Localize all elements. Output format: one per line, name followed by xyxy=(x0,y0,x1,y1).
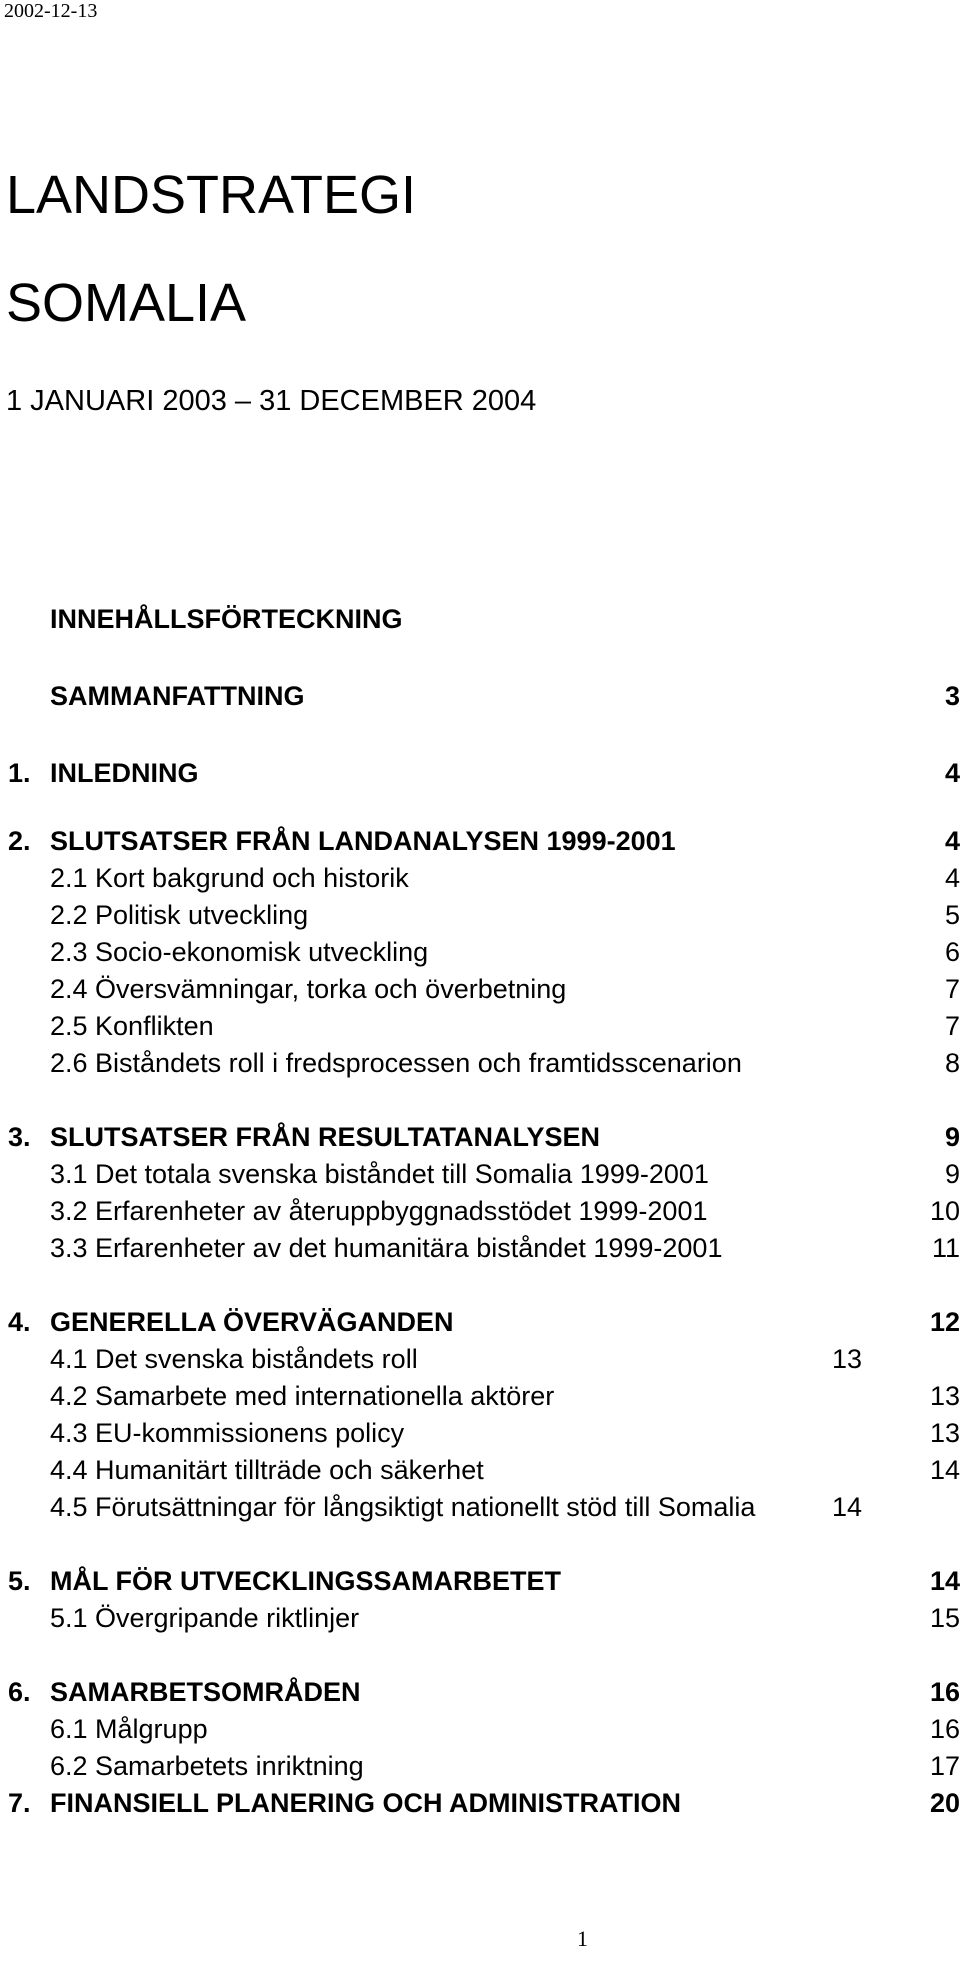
toc-entry[interactable] xyxy=(0,1341,960,1377)
toc-entry-title: SAMMANFATTNING xyxy=(50,681,305,711)
toc-entry[interactable] xyxy=(0,1748,960,1784)
toc-entry[interactable] xyxy=(0,1489,960,1525)
toc-entry-page: 20 xyxy=(929,1788,960,1818)
toc-entry[interactable] xyxy=(0,1563,960,1599)
title-line-1: LANDSTRATEGI xyxy=(6,165,417,225)
toc-entry-page: 6 xyxy=(944,937,960,967)
toc-entry-page: 4 xyxy=(944,758,960,788)
toc-entry-title: 4.4 Humanitärt tillträde och säkerhet xyxy=(50,1455,484,1485)
toc-entry-title: 4.5 Förutsättningar för långsiktigt nationellt stöd till Somalia xyxy=(50,1492,756,1522)
toc-entry[interactable] xyxy=(0,1785,960,1821)
toc-entry-title: 3.2 Erfarenheter av återuppbyggnadsstödet 1999-2001 xyxy=(50,1196,708,1226)
toc-entry-page: 4 xyxy=(944,826,960,856)
toc-entry-title: 3.3 Erfarenheter av det humanitära biståndet 1999-2001 xyxy=(50,1233,723,1263)
toc-entry[interactable] xyxy=(0,1674,960,1710)
toc-entry-title: 2.4 Översvämningar, torka och överbetning xyxy=(50,974,567,1004)
toc-entry-number: 6. xyxy=(8,1677,31,1707)
toc-entry-title: 2.6 Biståndets roll i fredsprocessen och framtidsscenarion xyxy=(50,1048,742,1078)
toc-entry-page: 9 xyxy=(944,1159,960,1189)
toc-entry[interactable] xyxy=(0,1156,960,1192)
toc-entry[interactable] xyxy=(0,1304,960,1340)
toc-entry-number: 7. xyxy=(8,1788,31,1818)
toc-entry[interactable] xyxy=(0,1119,960,1155)
toc-entry-title: 2.3 Socio-ekonomisk utveckling xyxy=(50,937,429,967)
toc-entry-title: 4.3 EU-kommissionens policy xyxy=(50,1418,405,1448)
toc-entry-page: 8 xyxy=(944,1048,960,1078)
toc-entry-page: 7 xyxy=(944,1011,960,1041)
toc-entry-page: 17 xyxy=(929,1751,960,1781)
toc-entry-title: GENERELLA ÖVERVÄGANDEN xyxy=(50,1307,454,1337)
toc-entry[interactable] xyxy=(0,1415,960,1451)
toc-entry-title: 4.2 Samarbete med internationella aktörer xyxy=(50,1381,555,1411)
toc-entry-title: 6.1 Målgrupp xyxy=(50,1714,208,1744)
toc-entry-title: 3.1 Det totala svenska biståndet till Somalia 1999-2001 xyxy=(50,1159,709,1189)
toc-entry-title: 6.2 Samarbetets inriktning xyxy=(50,1751,364,1781)
toc-entry-page: 13 xyxy=(929,1381,960,1411)
toc-entry[interactable] xyxy=(0,823,960,859)
document-date: 2002-12-13 xyxy=(4,0,98,22)
toc-entry-title: 4.1 Det svenska biståndets roll xyxy=(50,1344,418,1374)
toc-entry[interactable] xyxy=(0,971,960,1007)
toc-entry[interactable] xyxy=(0,897,960,933)
strategy-period: 1 JANUARI 2003 – 31 DECEMBER 2004 xyxy=(6,385,537,417)
toc-entry[interactable] xyxy=(0,755,960,791)
toc-entry-title: SAMARBETSOMRÅDEN xyxy=(50,1677,361,1707)
toc-entry-page: 5 xyxy=(944,900,960,930)
toc-entry[interactable] xyxy=(0,1045,960,1081)
toc-entry-number: 2. xyxy=(8,826,31,856)
toc-entry-page: 4 xyxy=(944,863,960,893)
toc-entry-page: 16 xyxy=(929,1714,960,1744)
toc-entry-title: SLUTSATSER FRÅN RESULTATANALYSEN xyxy=(50,1122,601,1152)
toc-entry-title: 2.5 Konflikten xyxy=(50,1011,214,1041)
toc-entry-title: FINANSIELL PLANERING OCH ADMINISTRATION xyxy=(50,1788,681,1818)
toc-entry-title: 5.1 Övergripande riktlinjer xyxy=(50,1603,360,1633)
toc-entry-page: 11 xyxy=(931,1233,960,1263)
toc-entry[interactable] xyxy=(0,1711,960,1747)
toc-entry-title: 2.1 Kort bakgrund och historik xyxy=(50,863,409,893)
toc-entry-page: 13 xyxy=(832,1344,863,1374)
toc-entry-number: 3. xyxy=(8,1122,31,1152)
toc-entry-page: 3 xyxy=(944,681,960,711)
toc-entry-page: 14 xyxy=(832,1492,863,1522)
toc-entry[interactable] xyxy=(0,1600,960,1636)
toc-entry[interactable] xyxy=(0,678,960,714)
toc-entry[interactable] xyxy=(0,1378,960,1414)
toc-heading: INNEHÅLLSFÖRTECKNING xyxy=(50,604,403,634)
toc-entry-page: 16 xyxy=(929,1677,960,1707)
toc-entry[interactable] xyxy=(0,860,960,896)
toc-entry[interactable] xyxy=(0,1193,960,1229)
toc-entry[interactable] xyxy=(0,1008,960,1044)
toc-entry[interactable] xyxy=(0,1230,960,1266)
toc-entry[interactable] xyxy=(0,1452,960,1488)
toc-entry-number: 1. xyxy=(8,758,31,788)
toc-entry-page: 7 xyxy=(944,974,960,1004)
toc-entry-page: 12 xyxy=(929,1307,960,1337)
toc-entry-title: INLEDNING xyxy=(50,758,199,788)
page-number: 1 xyxy=(577,1926,588,1951)
toc-entry-number: 5. xyxy=(8,1566,31,1596)
title-line-2: SOMALIA xyxy=(6,273,247,333)
toc-entry[interactable] xyxy=(0,934,960,970)
toc-entry-number: 4. xyxy=(8,1307,31,1337)
toc-entry-title: SLUTSATSER FRÅN LANDANALYSEN 1999-2001 xyxy=(50,826,676,856)
toc-entry-page: 14 xyxy=(929,1566,960,1596)
toc-entry-page: 9 xyxy=(944,1122,960,1152)
toc-entry-title: 2.2 Politisk utveckling xyxy=(50,900,309,930)
toc-entry-page: 15 xyxy=(929,1603,960,1633)
toc-entry-page: 13 xyxy=(929,1418,960,1448)
toc-entry-page: 14 xyxy=(929,1455,960,1485)
toc-entry-title: MÅL FÖR UTVECKLINGSSAMARBETET xyxy=(50,1566,561,1596)
toc-entry-page: 10 xyxy=(929,1196,960,1226)
